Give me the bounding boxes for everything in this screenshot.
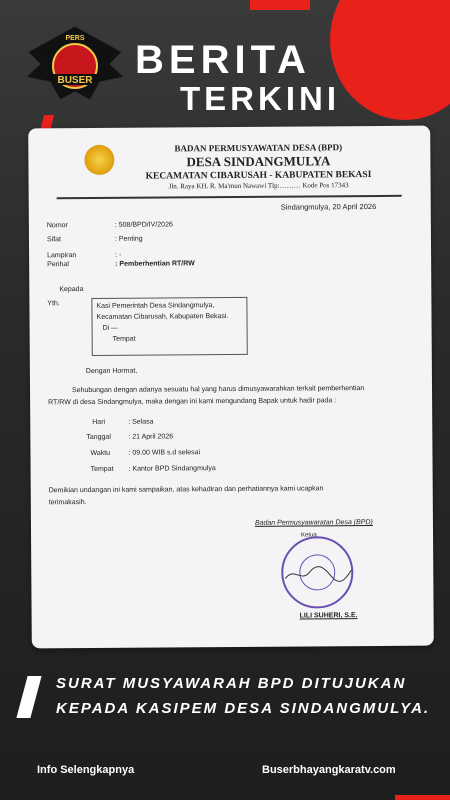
lampiran-label: Lampiran [47, 252, 77, 260]
tempat-value: : Kantor BPD Sindangmulya [128, 465, 216, 473]
letter-date: Sindangmulya, 20 April 2026 [280, 201, 377, 212]
signature-name: LILI SUHERI, S.E. [299, 612, 358, 620]
sifat-label: Sifat [46, 236, 62, 244]
waktu-value: : 09.00 WIB s.d selesai [128, 449, 201, 457]
waktu-row [90, 449, 200, 457]
waktu-label: Waktu [90, 449, 111, 457]
kepada-label: Kepada [59, 286, 84, 294]
perihal-value: : Pemberhentian RT/RW [115, 260, 195, 268]
letterhead-village: DESA SINDANGMULYA [186, 153, 331, 170]
caption-line-2: KEPADA KASIPEM DESA SINDANGMULYA. [56, 700, 431, 717]
tempat-row [91, 465, 216, 473]
sifat-value: : Penting [114, 235, 143, 243]
nomor-label: Nomor [46, 222, 68, 230]
signature-org: Badan Permusyawaratan Desa (BPD) [254, 519, 373, 527]
caption-accent-bar [16, 676, 41, 718]
tempat-label: Tempat [90, 465, 114, 473]
letterhead [128, 142, 388, 191]
letterhead-address: Jln. Raya KH. R. Ma'mun Nawawi Tlp:……… Kode Pos 17343 [168, 181, 349, 191]
footer-info-link[interactable]: Info Selengkapnya [37, 764, 135, 776]
garuda-seal-icon [84, 145, 114, 175]
signature-role: Ketua [301, 532, 317, 539]
headline-berita: BERITA [135, 38, 311, 82]
body-line-2: RT/RW di desa Sindangmulya, maka dengan ini kami mengundang Bapak untuk hadir pada : [48, 397, 337, 407]
body-line-1: Sehubungan dengan adanya sesuatu hal yang harus dimusyawarahkan terkait pemberhentian [71, 385, 365, 395]
greeting: Dengan Hormat, [85, 367, 138, 376]
tanggal-label: Tanggal [86, 433, 111, 442]
closing-line-1: Demikian undangan ini kami sampaikan, atas kehadiran dan perhatiannya kami ucapkan [48, 485, 324, 495]
recipient-line-3: Di — [102, 324, 119, 332]
lampiran-value: : - [115, 251, 122, 259]
recipient-box [91, 297, 247, 356]
letterhead-org: BADAN PERMUSYAWATAN DESA (BPD) [174, 142, 343, 154]
hari-value: : Selasa [128, 418, 154, 426]
signature-scribble-icon [283, 564, 353, 584]
tanggal-value: : 21 April 2026 [128, 433, 174, 441]
decor-footer-bar [395, 795, 450, 800]
lampiran-row [47, 252, 121, 260]
buser-logo [20, 22, 130, 107]
logo-subtext: PERS [65, 35, 85, 42]
hari-row [92, 419, 153, 426]
footer-website-link[interactable]: Buserbhayangkaratv.com [262, 764, 396, 776]
sifat-row [47, 236, 143, 244]
hari-label: Hari [92, 418, 106, 426]
nomor-row [47, 221, 173, 229]
letter-document [28, 126, 434, 649]
perihal-label: Perihal [47, 261, 69, 269]
letterhead-region: KECAMATAN CIBARUSAH - KABUPATEN BEKASI [145, 170, 372, 182]
perihal-row [47, 260, 195, 268]
nomor-value: : 508/BPD/IV/2026 [114, 221, 173, 229]
tanggal-row [86, 433, 173, 441]
headline-terkini: TERKINI [180, 80, 340, 117]
recipient-line-2: Kecamatan Cibarusah, Kabupaten Bekasi. [96, 313, 229, 321]
closing-line-2: terimakasih. [48, 499, 87, 507]
recipient-line-1: Kasi Pemerintah Desa Sindangmulya, [96, 302, 215, 310]
caption-line-1: SURAT MUSYAWARAH BPD DITUJUKAN [56, 675, 407, 692]
logo-text: BUSER [57, 75, 93, 86]
decor-red-circle [330, 0, 450, 120]
decor-red-bar [250, 0, 310, 10]
recipient-line-4: Tempat [112, 335, 136, 343]
letterhead-rule [57, 195, 402, 199]
yth-label: Yth. [47, 300, 60, 308]
